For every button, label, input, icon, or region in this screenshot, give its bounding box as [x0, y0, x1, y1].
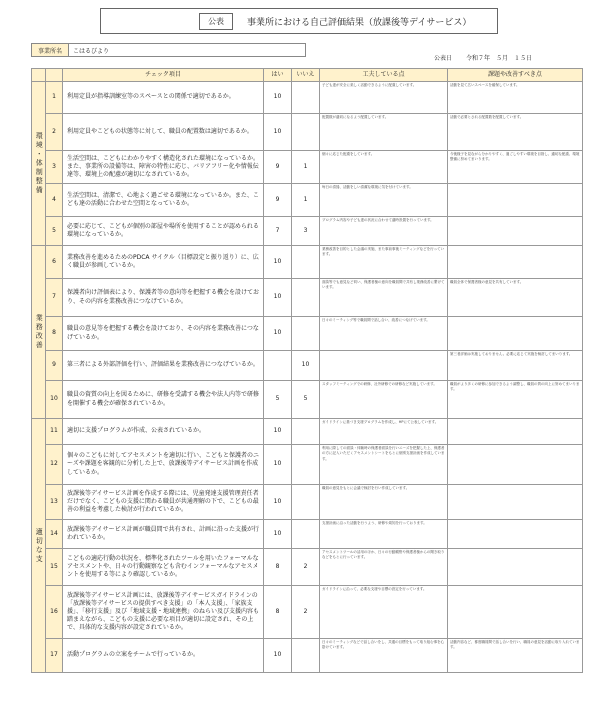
check-item-text: 職員の資質の向上を図るために、研修を受講する機会や法人内等で研修を開催する機会が確保されているか。	[63, 381, 264, 419]
no-count: 10	[292, 351, 320, 381]
publish-date	[434, 53, 532, 62]
no-count	[292, 520, 320, 549]
effort-note: 個々に応じた配慮をしています。	[320, 151, 448, 184]
no-count	[292, 485, 320, 520]
no-count	[292, 82, 320, 114]
table-row	[32, 279, 583, 317]
yes-count: 10	[264, 520, 292, 549]
row-number: 3	[46, 151, 63, 184]
table-row	[32, 217, 583, 246]
effort-note: 利用に際しての面談・体験時の保護者面談を行いニーズを把握した上、保護者の方に記入いただくアセスメントシートをもとに個別支援計画を作成しています。	[320, 445, 448, 485]
improve-note	[448, 184, 583, 217]
check-item-text: 適切に支援プログラムが作成、公表されているか。	[63, 419, 264, 445]
improve-note	[448, 317, 583, 351]
document-title: 事業所における自己評価結果（放課後等デイサービス）	[247, 17, 472, 28]
category-label: 適切な支	[35, 527, 44, 564]
no-count	[292, 639, 320, 673]
improve-note	[448, 520, 583, 549]
row-number: 7	[46, 279, 63, 317]
yes-count: 8	[264, 549, 292, 586]
yes-count: 10	[264, 82, 292, 114]
check-item-text: 放課後等デイサービス計画が職員間で共有され、計画に沿った支援が行われているか。	[63, 520, 264, 549]
improve-note: 活動内容など、都度職員間で話し合いを行い、職員の意見を活動に取り入れています。	[448, 639, 583, 673]
effort-note: アセスメントツールの活用のほか、日々の行動観察や保護者様からの聞き取りなどをもとに行っています。	[320, 549, 448, 586]
row-number: 13	[46, 485, 63, 520]
improve-note: 第三者評価は実施しておりません。必要に応じて実施を検討してまいります。	[448, 351, 583, 381]
category-cell	[32, 419, 46, 673]
yes-count	[264, 351, 292, 381]
row-number: 9	[46, 351, 63, 381]
check-item-text: 職員の意見等を把握する機会を設けており、その内容を業務改善につなげているか。	[63, 317, 264, 351]
category-label: 業務改善	[35, 314, 44, 350]
check-item-text: 生活空間は、こどもにわかりやすく構造化された環境になっているか。また、事業所の設備等は、障害の特性に応じ、バリアフリー化や情報伝達等、環境上の配慮が適切になされているか。	[63, 151, 264, 184]
table-row	[32, 184, 583, 217]
improve-note: 活動を見て広いスペースを確保しています。	[448, 82, 583, 114]
table-row	[32, 246, 583, 279]
row-number: 15	[46, 549, 63, 586]
document-title-box	[100, 8, 498, 34]
check-item-text: 生活空間は、清潔で、心地よく過ごせる環境になっているか。また、こども達の活動に合わせた空間となっているか。	[63, 184, 264, 217]
no-count	[292, 246, 320, 279]
improve-note	[448, 549, 583, 586]
yes-count: 10	[264, 114, 292, 151]
publish-date-value: 令和７年 ５月 １５日	[466, 55, 533, 62]
effort-note: 子ども達が安全に楽しく活動できるように配慮しています。	[320, 82, 448, 114]
improve-note	[448, 246, 583, 279]
no-count: 1	[292, 184, 320, 217]
improve-note	[448, 217, 583, 246]
yes-count: 9	[264, 151, 292, 184]
table-row	[32, 485, 583, 520]
effort-note: 日々のミーティング等で職員間で話し合い、改善につなげています。	[320, 317, 448, 351]
effort-note: 職員の意見をもとに会議で検討を行い作成しています。	[320, 485, 448, 520]
check-item-text: 利用定員やこどもの状態等に対して、職員の配置数は適切であるか。	[63, 114, 264, 151]
no-count: 3	[292, 217, 320, 246]
no-count: 2	[292, 549, 320, 586]
effort-note: 配置数が適切になるよう配置しています。	[320, 114, 448, 151]
table-header-row	[32, 69, 583, 82]
improve-note	[448, 586, 583, 639]
effort-note: 面談等でも意見など伺い、保護者様の意向を職員間で共有し業務改善に繋げています。	[320, 279, 448, 317]
table-row	[32, 549, 583, 586]
category-label: 環境・体制整備	[35, 132, 44, 195]
improve-note	[448, 419, 583, 445]
effort-note: スタッフミーティングでの研修、社外研修での研修など実施しています。	[320, 381, 448, 419]
effort-note	[320, 351, 448, 381]
office-name-label: 事業所名	[32, 44, 69, 56]
effort-note: 日々のミーティングなどで話し合いをし、共通の目標をもって取り組む事を心掛けています。	[320, 639, 448, 673]
table-row	[32, 317, 583, 351]
header-effort: 工夫している点	[320, 69, 448, 82]
row-number: 4	[46, 184, 63, 217]
no-count	[292, 317, 320, 351]
improve-note: 活動で必要とされる配置数を配置しています。	[448, 114, 583, 151]
check-item-text: 保護者向け評価表により、保護者等の意向等を把握する機会を設けており、その内容を業務改善につなげているか。	[63, 279, 264, 317]
office-name-box	[31, 43, 306, 57]
yes-count: 10	[264, 485, 292, 520]
yes-count: 10	[264, 279, 292, 317]
table-row	[32, 82, 583, 114]
effort-note: ガイドラインに沿って、必要な支援や目標の設定を行っています。	[320, 586, 448, 639]
yes-count: 10	[264, 639, 292, 673]
check-item-text: 必要に応じて、こどもが個別の部屋や場所を使用することが認められる環境になっているか。	[63, 217, 264, 246]
row-number: 1	[46, 82, 63, 114]
table-row	[32, 351, 583, 381]
yes-count: 10	[264, 419, 292, 445]
category-cell	[32, 82, 46, 246]
table-row	[32, 114, 583, 151]
office-name-value: こはるびより	[73, 47, 110, 55]
no-count: 5	[292, 381, 320, 419]
publish-date-label: 公表日	[434, 55, 453, 62]
no-count	[292, 419, 320, 445]
check-item-text: 個々のこどもに対してアセスメントを適切に行い、こどもと保護者のニーズや課題を客観的に分析した上で、放課後等デイサービス計画を作成しているか。	[63, 445, 264, 485]
table-row	[32, 520, 583, 549]
yes-count: 10	[264, 246, 292, 279]
row-number: 11	[46, 419, 63, 445]
table-row	[32, 586, 583, 639]
no-count	[292, 279, 320, 317]
yes-count: 10	[264, 317, 292, 351]
yes-count: 7	[264, 217, 292, 246]
improve-note: 今後様子を見ながら分かりやすく、過ごしやすい環境を目指し、適切な配慮、環境整備に努めてまいります。	[448, 151, 583, 184]
header-blank	[32, 69, 46, 82]
row-number: 16	[46, 586, 63, 639]
no-count: 1	[292, 151, 320, 184]
row-number: 10	[46, 381, 63, 419]
effort-note: プログラム内容や子ども達の状況に合わせて適時設置を行っています。	[320, 217, 448, 246]
header-yes: はい	[264, 69, 292, 82]
effort-note: 毎日の清掃、活動をしい清潔な環境に気を付けています。	[320, 184, 448, 217]
table-row	[32, 381, 583, 419]
improve-note: 職員がより多くの研修に参加できるよう調整し、職員の質の向上に努めてまいります。	[448, 381, 583, 419]
row-number: 5	[46, 217, 63, 246]
check-item-text: こどもの適応行動の状況を、標準化されたツールを用いたフォーマルなアセスメントや、日々の行動観察なども含むインフォーマルなアセスメントを使用する等により確認しているか。	[63, 549, 264, 586]
header-improve: 課題や改善すべき点	[448, 69, 583, 82]
check-item-text: 第三者による外部評価を行い、評価結果を業務改善につなげているか。	[63, 351, 264, 381]
effort-note: 支援計画に沿った活動を行うよう、研修や周知を行っております。	[320, 520, 448, 549]
check-item-text: 活動プログラムの立案をチームで行っているか。	[63, 639, 264, 673]
header-check-item: チェック項目	[63, 69, 264, 82]
public-tag: 公表	[199, 13, 233, 30]
table-row	[32, 445, 583, 485]
check-item-text: 放課後等デイサービス計画には、放課後等デイサービスガイドラインの「放課後等デイサービスの提供すべき支援」の「本人支援」、「家族支援」、「移行支援」及び「地域支援・地域連携」のねらい及び支援内容も踏まえながら、こどもの支援に必要な項目が適切に設定され、その上で、具体的な支援内容が設定されているか。	[63, 586, 264, 639]
row-number: 12	[46, 445, 63, 485]
row-number: 8	[46, 317, 63, 351]
header-no: いいえ	[292, 69, 320, 82]
evaluation-table	[31, 68, 583, 673]
category-cell	[32, 246, 46, 419]
check-item-text: 放課後等デイサービス計画を作成する際には、児童発達支援管理責任者だけでなく、こどもの支援に関わる職員が共通理解の下で、こどもの最善の利益を考慮した検討が行われているか。	[63, 485, 264, 520]
row-number: 17	[46, 639, 63, 673]
yes-count: 9	[264, 184, 292, 217]
effort-note: 業務改善を目的とした会議の実施、また事前事後ミーティングなどを行っています。	[320, 246, 448, 279]
yes-count: 10	[264, 445, 292, 485]
row-number: 2	[46, 114, 63, 151]
yes-count: 8	[264, 586, 292, 639]
yes-count: 5	[264, 381, 292, 419]
header-blank	[46, 69, 63, 82]
check-item-text: 利用定員が指導訓練室等のスペースとの関係で適切であるか。	[63, 82, 264, 114]
effort-note: ガイドラインに基づき支援プログラムを作成し、HPにて公表しています。	[320, 419, 448, 445]
no-count	[292, 445, 320, 485]
row-number: 14	[46, 520, 63, 549]
table-row	[32, 639, 583, 673]
improve-note	[448, 485, 583, 520]
improve-note	[448, 445, 583, 485]
table-row	[32, 419, 583, 445]
improve-note: 職員全体で保護者様の意見を共有しています。	[448, 279, 583, 317]
table-row	[32, 151, 583, 184]
check-item-text: 業務改善を進めるためのPDCA サイクル（目標設定と振り返り）に、広く職員が参画しているか。	[63, 246, 264, 279]
row-number: 6	[46, 246, 63, 279]
no-count	[292, 114, 320, 151]
no-count: 2	[292, 586, 320, 639]
